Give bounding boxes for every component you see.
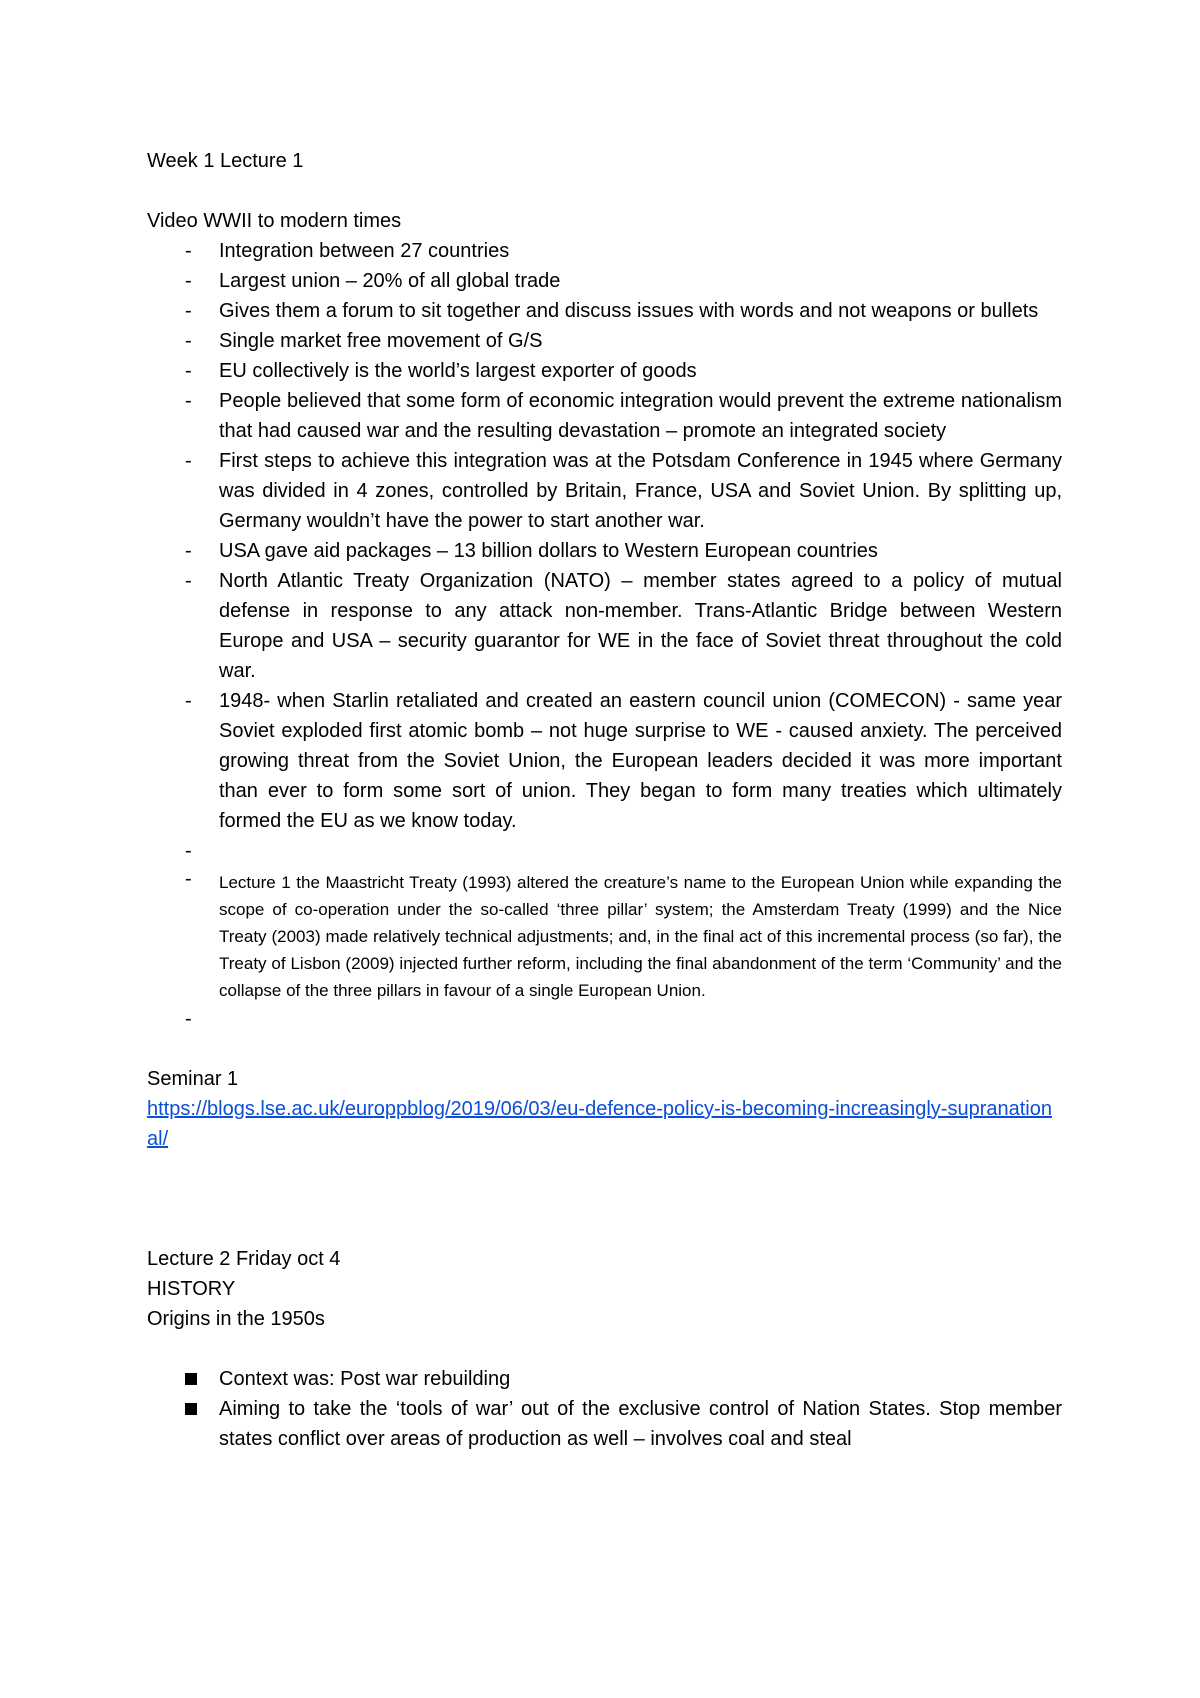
lecture-note-text: Lecture 1 the Maastricht Treaty (1993) altered the creature’s name to the European Union while expanding the scope of co-operation under the so-called ‘three pillar’ system; the Amsterdam Treaty (1999) and the Nice Treaty (2003) made relatively technical adjustments; and, in the final act of this incremental process (so far), the Treaty of Lisbon (2009) injected further reform, including the final abandonment of the term ‘Community’ and the collapse of the three pillars in favour of a single European Union. [219,873,1062,1000]
list-item-lecture-note [147,866,1062,1004]
list-item-text: Integration between 27 countries [219,240,510,262]
video-points-list [147,236,1062,1034]
origins-points-list [147,1364,1062,1454]
dash-marker: - [185,300,192,322]
spacer [147,1154,1062,1244]
video-heading: Video WWII to modern times [147,210,402,232]
list-item [147,236,1062,266]
list-item-text: EU collectively is the world’s largest exporter of goods [219,360,697,382]
dash-marker: - [185,868,192,890]
dash-marker: - [185,840,192,862]
list-item [147,326,1062,356]
list-item [147,1364,1062,1394]
week-heading: Week 1 Lecture 1 [147,150,304,172]
dash-marker: - [185,330,192,352]
document-body [147,146,1062,1454]
list-item [147,386,1062,446]
list-item [147,536,1062,566]
dash-marker: - [185,540,192,562]
origins-heading: Origins in the 1950s [147,1308,325,1330]
list-item [147,1394,1062,1454]
dash-marker: - [185,390,192,412]
history-heading: HISTORY [147,1278,236,1300]
dash-marker: - [185,1008,192,1030]
square-bullet-icon [185,1373,197,1385]
blank-line [147,1034,1062,1064]
list-item-text: USA gave aid packages – 13 billion dollars to Western European countries [219,540,878,562]
list-item-text: 1948- when Starlin retaliated and created an eastern council union (COMECON) - same year Soviet exploded first atomic bomb – not huge surprise to WE - caused anxiety. The perceived growing threat from the Soviet Union, the European leaders decided it was more important than ever to form some sort of union. They began to form many treaties which ultimately formed the EU as we know today. [219,690,1062,832]
list-item [147,566,1062,686]
dash-marker: - [185,270,192,292]
dash-marker: - [185,360,192,382]
empty-list-item [147,1004,1062,1034]
list-item [147,296,1062,326]
blank-line [147,176,1062,206]
empty-list-item [147,836,1062,866]
list-item [147,686,1062,836]
list-item-text: North Atlantic Treaty Organization (NATO) – member states agreed to a policy of mutual defense in response to any attack non-member. Trans-Atlantic Bridge between Western Europe and USA – security guarantor for WE in the face of Soviet threat throughout the cold war. [219,570,1062,682]
dash-marker: - [185,240,192,262]
blank-line [147,1334,1062,1364]
list-item-text: People believed that some form of economic integration would prevent the extreme nationalism that had caused war and the resulting devastation – promote an integrated society [219,390,1062,442]
list-item-text: Aiming to take the ‘tools of war’ out of the exclusive control of Nation States. Stop member states conflict over areas of production as well – involves coal and steal [219,1398,1062,1450]
seminar-link[interactable]: https://blogs.lse.ac.uk/europpblog/2019/06/03/eu-defence-policy-is-becoming-increasingly-supranational/ [147,1098,1052,1150]
list-item [147,356,1062,386]
dash-marker: - [185,690,192,712]
list-item [147,266,1062,296]
list-item-text: Largest union – 20% of all global trade [219,270,561,292]
list-item [147,446,1062,536]
lecture2-heading: Lecture 2 Friday oct 4 [147,1248,341,1270]
dash-marker: - [185,570,192,592]
list-item-text: Gives them a forum to sit together and discuss issues with words and not weapons or bullets [219,300,1039,322]
list-item-text: Single market free movement of G/S [219,330,543,352]
list-item-text: First steps to achieve this integration was at the Potsdam Conference in 1945 where Germany was divided in 4 zones, controlled by Britain, France, USA and Soviet Union. By splitting up, Germany wouldn’t have the power to start another war. [219,450,1062,532]
square-bullet-icon [185,1403,197,1415]
list-item-text: Context was: Post war rebuilding [219,1368,511,1390]
seminar-heading: Seminar 1 [147,1068,239,1090]
dash-marker: - [185,450,192,472]
